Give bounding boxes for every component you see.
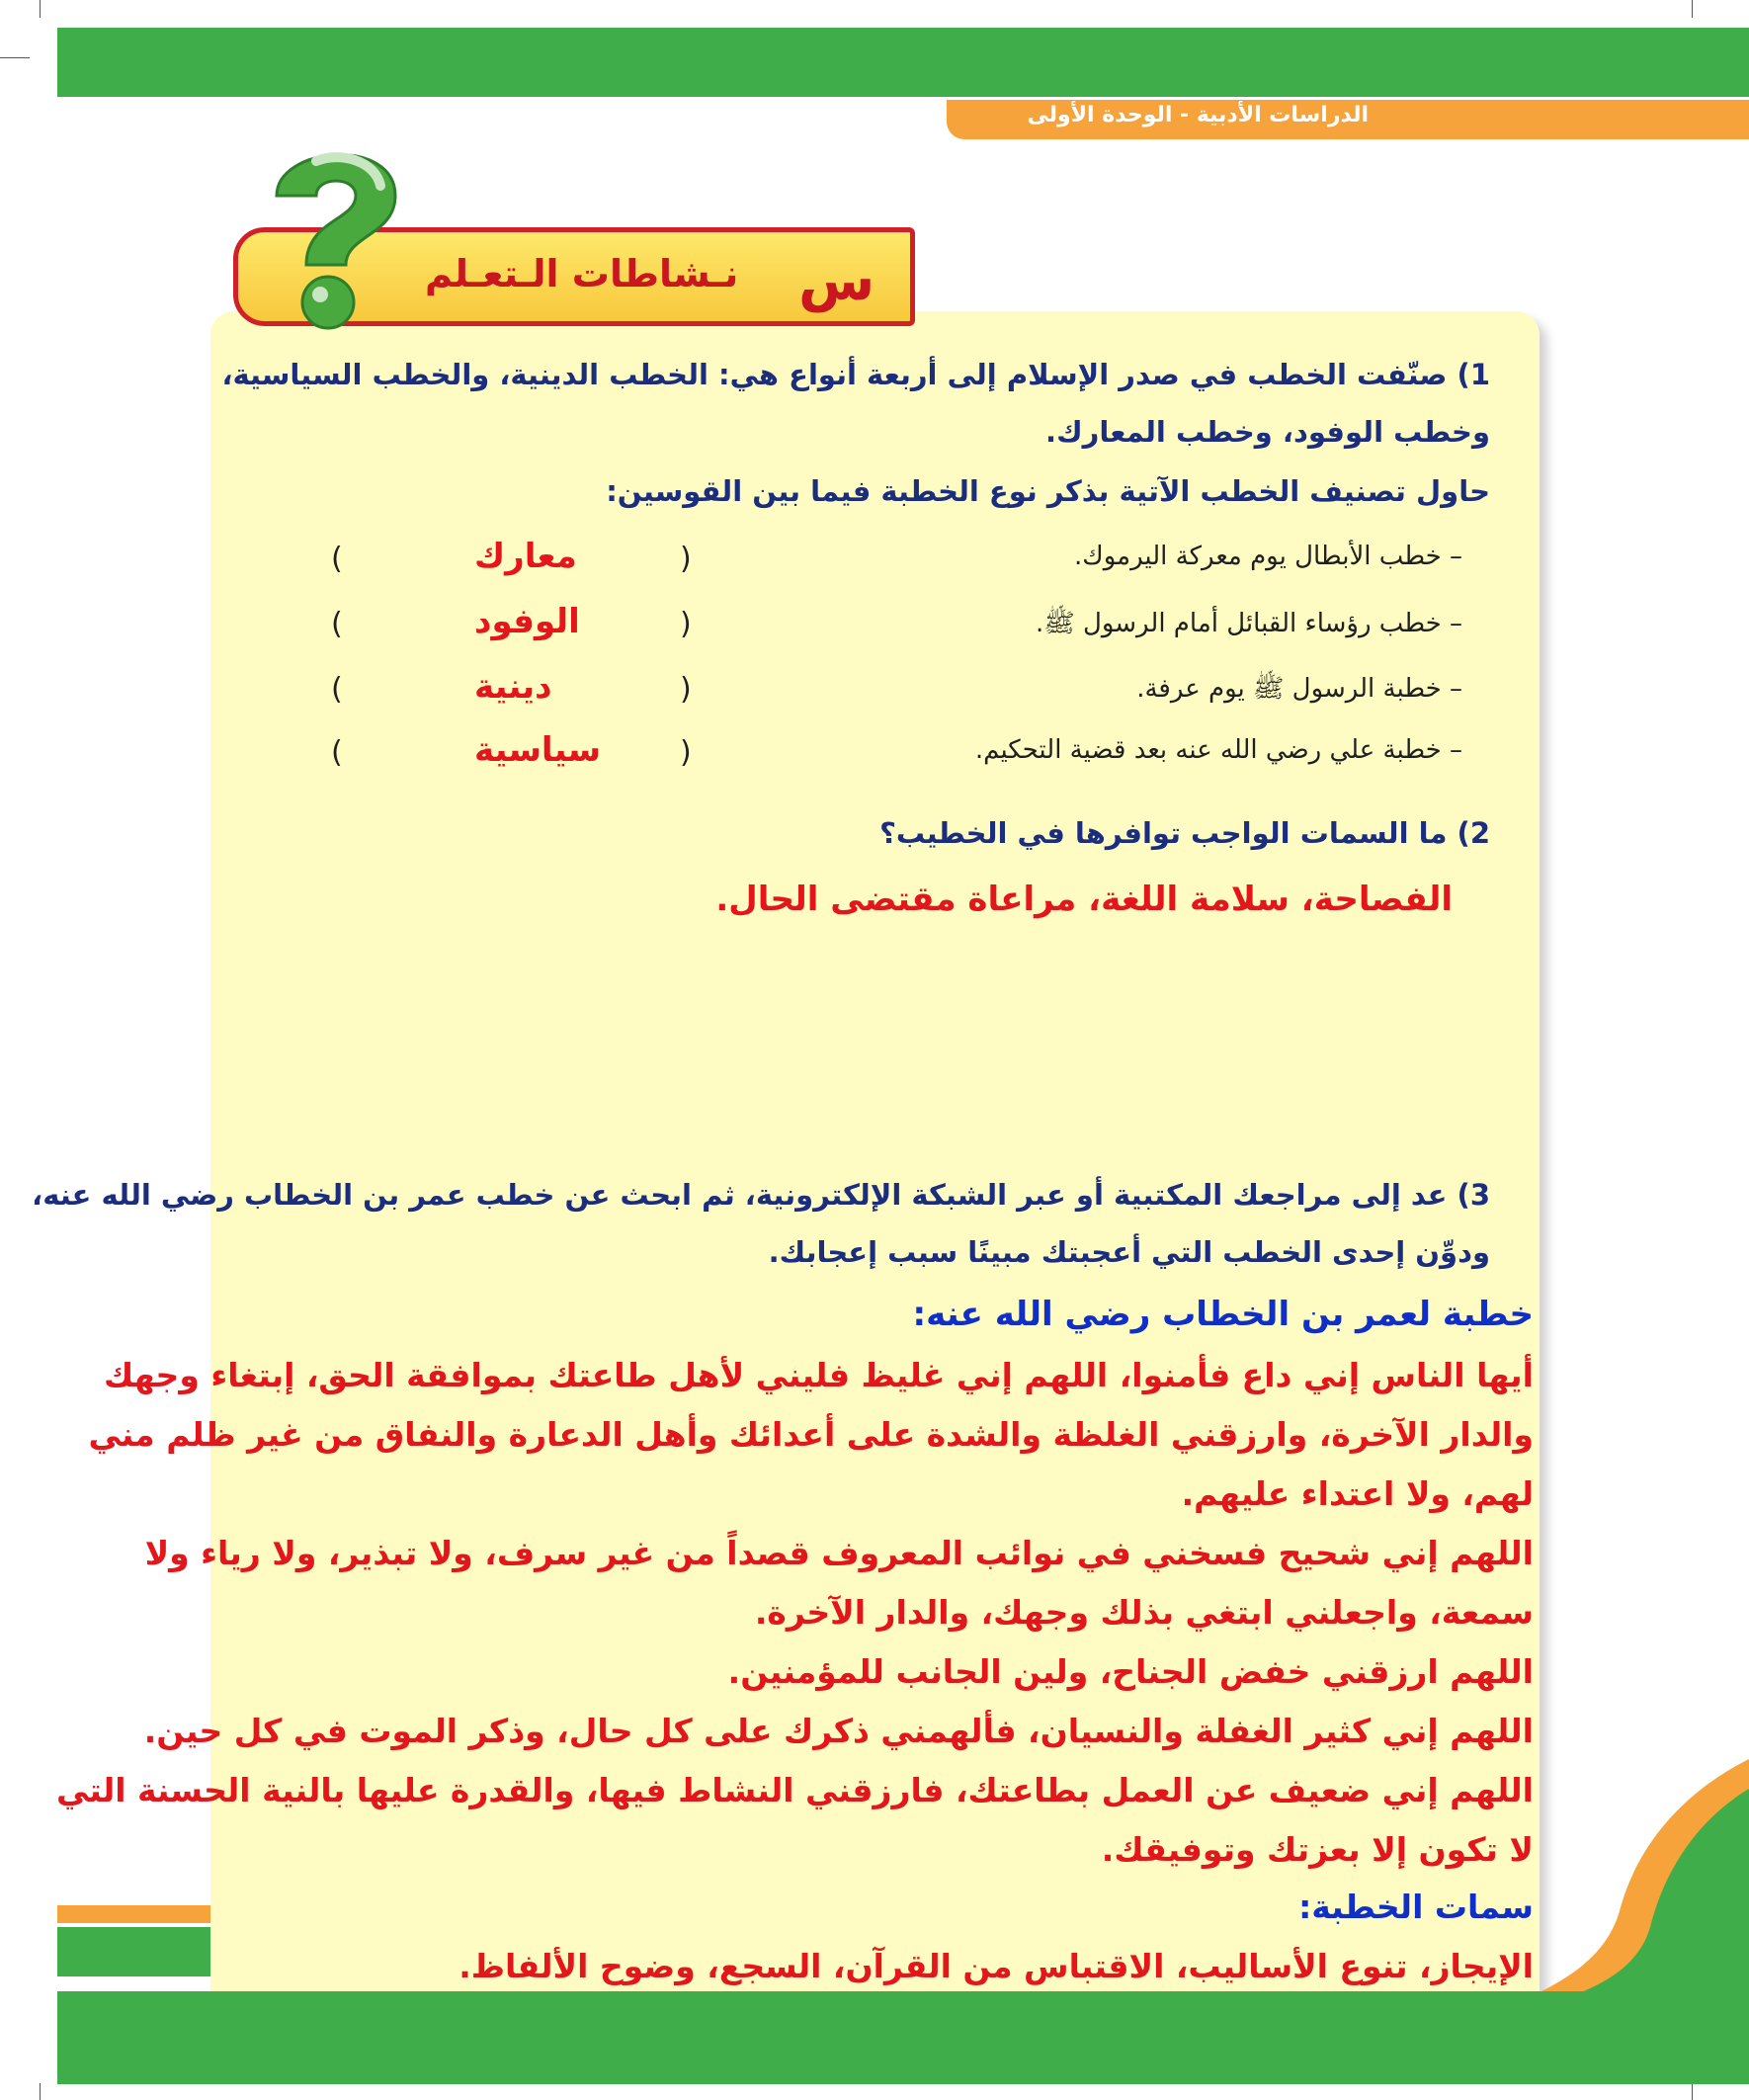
left-green-strip [57,1927,210,1976]
speech-line: سمعة، واجعلني ابتغي بذلك وجهك، والدار الآخرة. [754,1593,1534,1632]
paren-close: ) [331,735,343,770]
bottom-green-band [57,1991,1749,2084]
q2-question: 2) ما السمات الواجب توافرها في الخطيب؟ [879,816,1490,850]
left-orange-strip [57,1905,210,1923]
paren-open: ( [680,607,692,641]
q1-line-2: وخطب الوفود، وخطب المعارك. [1045,415,1490,449]
q1-answer-4: سياسية [474,730,602,770]
speech-line: أيها الناس إني داع فأمنوا، اللهم إني غليظ فليني لأهل طاعتك بموافقة الحق، إبتغاء وجهك [104,1356,1534,1394]
banner-flourish-icon: س [798,249,875,313]
speech-line: اللهم ارزقني خفض الجناح، ولين الجانب للمؤمنين. [727,1652,1534,1691]
crop-mark [1692,0,1693,18]
speech-line: والدار الآخرة، وارزقني الغلظة والشدة على أعدائك وأهل الدعارة والنفاق من غير ظلم مني [88,1415,1534,1454]
q3-line-1: 3) عد إلى مراجعك المكتبية أو عبر الشبكة الإلكترونية، ثم ابحث عن خطب عمر بن الخطاب رضي الله عنه، [32,1178,1490,1212]
corner-wave-decoration [1541,1759,1749,1996]
q1-instruction: حاول تصنيف الخطب الآتية بذكر نوع الخطبة فيما بين القوسين: [606,474,1490,508]
paren-close: ) [331,672,343,707]
paren-close: ) [331,542,343,576]
top-green-band [57,28,1749,97]
q1-answer-1: معارك [474,537,577,576]
question-mark-icon [247,126,425,334]
crop-mark [1692,2083,1693,2100]
traits-title: سمات الخطبة: [1298,1888,1534,1926]
traits-text: الإيجاز، تنوع الأساليب، الاقتباس من القرآن، السجع، وضوح الألفاظ. [458,1947,1534,1985]
speech-line: اللهم إني كثير الغفلة والنسيان، فألهمني ذكرك على كل حال، وذكر الموت في كل حين. [143,1712,1534,1750]
section-title: نـشاطات الـتعـلم [425,252,739,295]
crop-mark [0,57,30,58]
q1-item-4: – خطبة علي رضي الله عنه بعد قضية التحكيم. [974,735,1462,765]
paren-open: ( [680,672,692,707]
crop-mark [40,0,41,18]
q1-answer-3: دينية [474,667,552,707]
q1-item-3: – خطبة الرسول ﷺ يوم عرفة. [1136,674,1462,704]
speech-line: لا تكون إلا بعزتك وتوفيقك. [1101,1830,1534,1869]
unit-title: الدراسات الأدبية - الوحدة الأولى [1027,103,1369,127]
speech-line: لهم، ولا اعتداء عليهم. [1181,1474,1534,1513]
q2-answer: الفصاحة، سلامة اللغة، مراعاة مقتضى الحال. [715,880,1453,919]
paren-close: ) [331,607,343,641]
q1-answer-2: الوفود [474,602,580,641]
q1-line-1: 1) صنّفت الخطب في صدر الإسلام إلى أربعة أنواع هي: الخطب الدينية، والخطب السياسية، [221,358,1490,391]
q1-item-1: – خطب الأبطال يوم معركة اليرموك. [1074,542,1462,571]
q3-line-2: ودوِّن إحدى الخطب التي أعجبتك مبينًا سبب إعجابك. [768,1235,1490,1269]
q1-item-2: – خطب رؤساء القبائل أمام الرسول ﷺ. [1036,609,1462,638]
crop-mark [40,2083,41,2100]
paren-open: ( [680,542,692,576]
speech-line: اللهم إني ضعيف عن العمل بطاعتك، فارزقني النشاط فيها، والقدرة عليها بالنية الحسنة التي [56,1771,1534,1809]
speech-title: خطبة لعمر بن الخطاب رضي الله عنه: [912,1295,1534,1334]
paren-open: ( [680,735,692,770]
speech-line: اللهم إني شحيح فسخني في نوائب المعروف قصداً من غير سرف، ولا تبذير، ولا رياء ولا [144,1534,1534,1572]
